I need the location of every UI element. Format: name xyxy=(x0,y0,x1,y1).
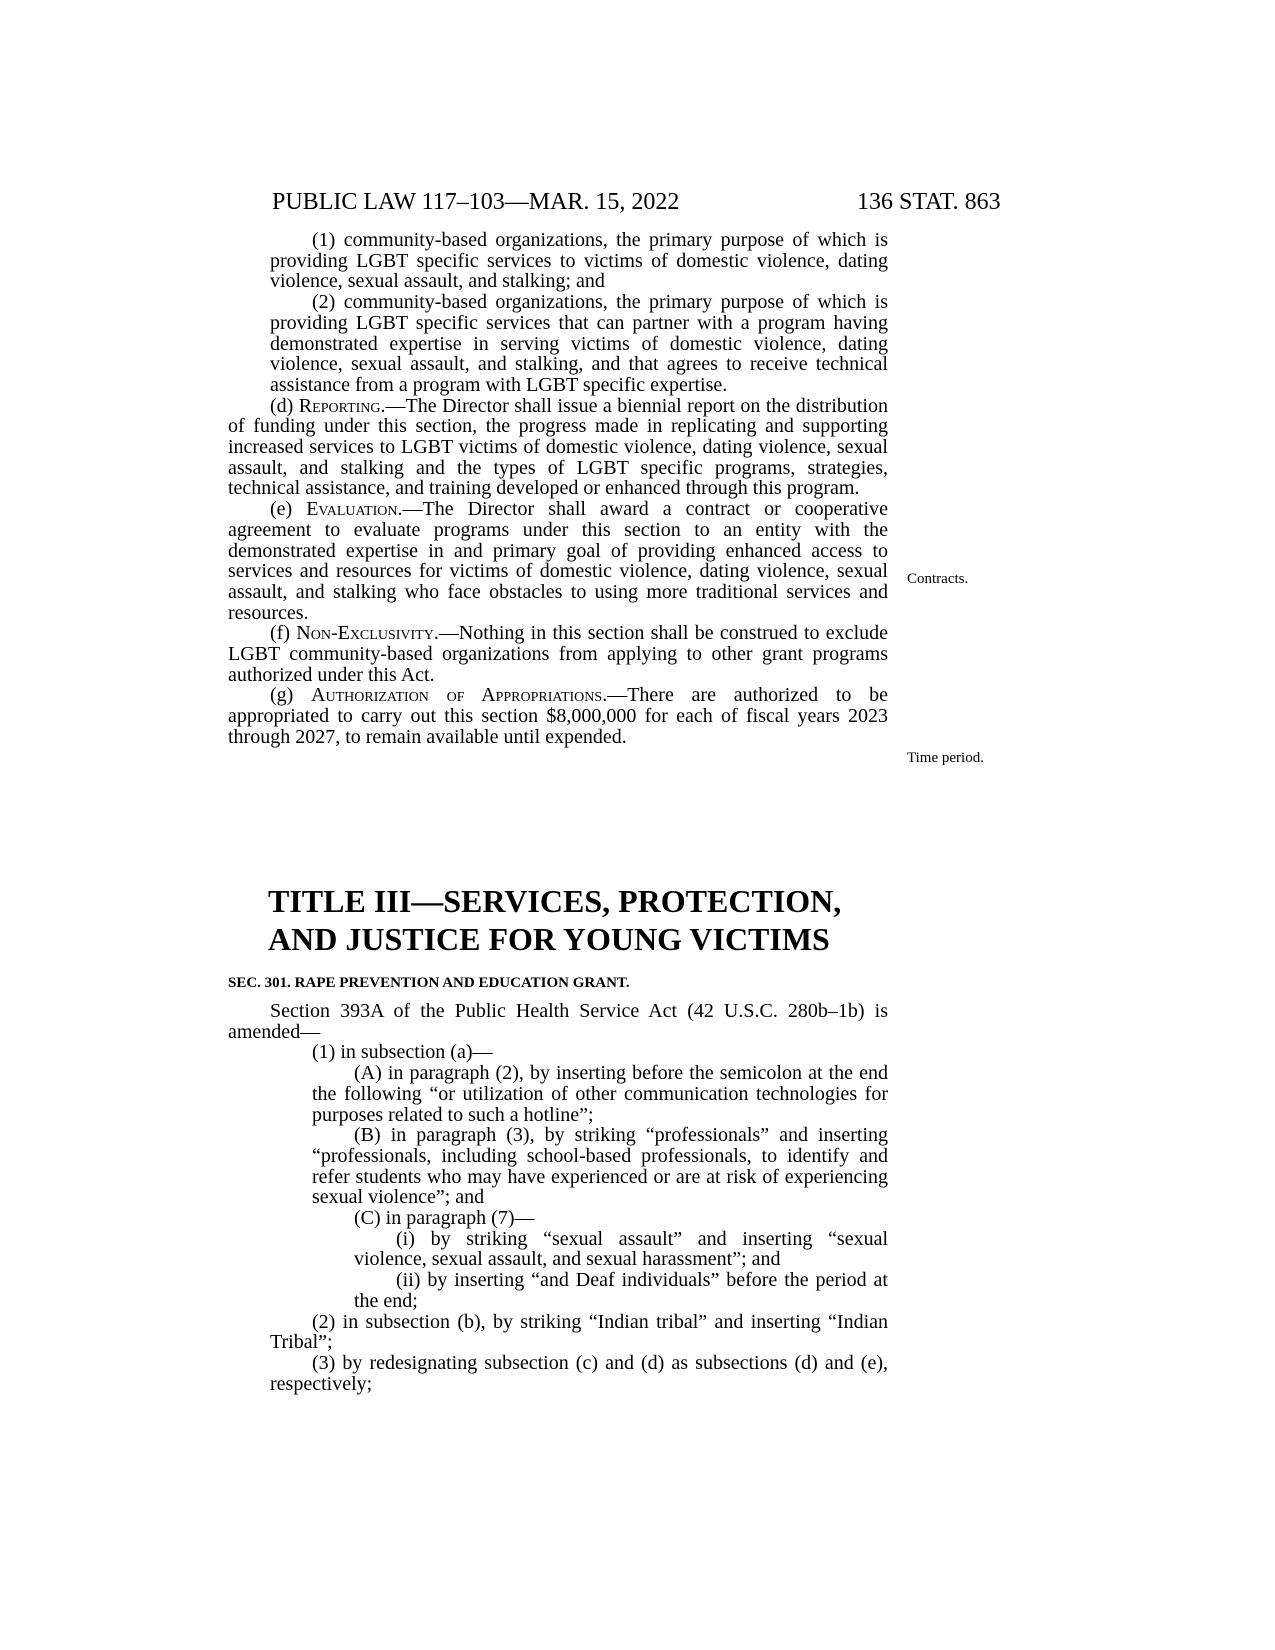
subsection-e xyxy=(228,499,888,623)
paragraph-1: (1) community-based organizations, the primary purpose of which is providing LGBT specific services to victims of domestic violence, dating violence, sexual assault, and stalking; and xyxy=(270,229,888,293)
body-block-upper xyxy=(228,230,888,748)
subsection-f-text: —Nothing in this section shall be construed to exclude LGBT community-based organizations from applying to other grant programs authorized under this Act. xyxy=(228,622,888,686)
margin-note-contracts: Contracts. xyxy=(907,571,969,587)
title-line-1: TITLE III—SERVICES, PROTECTION, xyxy=(268,883,842,919)
subsection-g xyxy=(228,685,888,747)
subsection-e-heading: Evaluation. xyxy=(306,498,403,521)
body-block-lower xyxy=(228,1001,888,1394)
subsection-d-text: —The Director shall issue a biennial report on the distribution of funding under this section, the progress made in replicating and supporting increased services to LGBT victims of domestic violence, dating violence, sexual assault, and stalking and the types of LGBT specific programs, strategies, technical assistance, and training developed or enhanced through this program. xyxy=(228,394,888,500)
subsection-f-label: (f) xyxy=(270,622,297,645)
title-heading xyxy=(268,882,908,958)
running-header-title: PUBLIC LAW 117–103—MAR. 15, 2022 xyxy=(272,189,680,215)
subsection-e-text: —The Director shall award a contract or cooperative agreement to evaluate programs under this section to an entity with the demonstrated expertise in and primary goal of providing enhanced access to services and resources for victims of domestic violence, dating violence, sexual assault, and stalking who face obstacles to using more traditional services and resources. xyxy=(228,498,888,624)
amendment-1-A: (A) in paragraph (2), by inserting before the semicolon at the end the following “or utilization of other communication technologies for purposes related to such a hotline”; xyxy=(312,1062,888,1126)
amendment-1-B: (B) in paragraph (3), by striking “professionals” and inserting “professionals, including school-based professionals, to identify and refer students who may have experienced or are at risk of experiencing sexual violence”; and xyxy=(312,1124,888,1209)
amendment-1-C: (C) in paragraph (7)— xyxy=(354,1207,535,1230)
section-heading: SEC. 301. RAPE PREVENTION AND EDUCATION GRANT. xyxy=(228,975,630,991)
paragraph-2: (2) community-based organizations, the primary purpose of which is providing LGBT specific services that can partner with a program having demonstrated expertise in serving victims of domestic violence, dating violence, sexual assault, and stalking, and that agrees to receive technical assistance from a program with LGBT specific expertise. xyxy=(270,291,888,396)
subsection-d xyxy=(228,396,888,500)
subsection-g-text: —There are authorized to be appropriated to carry out this section $8,000,000 for each of fiscal years 2023 through 2027, to remain available until expended. xyxy=(228,684,888,748)
subsection-g-heading: Authorization of Appropriations. xyxy=(311,684,608,707)
amendment-1-C-i: (i) by striking “sexual assault” and inserting “sexual violence, sexual assault, and sexual harassment”; and xyxy=(354,1227,888,1271)
subsection-f-heading: Non-Exclusivity. xyxy=(296,622,439,645)
subsection-d-heading: Reporting. xyxy=(298,394,386,417)
subsection-e-label: (e) xyxy=(270,498,307,521)
amendment-2: (2) in subsection (b), by striking “Indian tribal” and inserting “Indian Tribal”; xyxy=(270,1310,888,1354)
margin-note-time-period: Time period. xyxy=(907,750,984,766)
amendment-3: (3) by redesignating subsection (c) and (d) as subsections (d) and (e), respectively; xyxy=(270,1351,888,1395)
amendment-1: (1) in subsection (a)— xyxy=(312,1041,493,1064)
amendment-1-C-ii: (ii) by inserting “and Deaf individuals” before the period at the end; xyxy=(354,1269,888,1312)
title-line-2: AND JUSTICE FOR YOUNG VICTIMS xyxy=(268,921,830,957)
page-stat-number: 136 STAT. 863 xyxy=(857,189,1001,215)
subsection-d-label: (d) xyxy=(270,394,299,417)
subsection-f xyxy=(228,623,888,685)
subsection-g-label: (g) xyxy=(270,684,312,707)
section-intro: Section 393A of the Public Health Service Act (42 U.S.C. 280b–1b) is amended— xyxy=(228,1000,888,1043)
